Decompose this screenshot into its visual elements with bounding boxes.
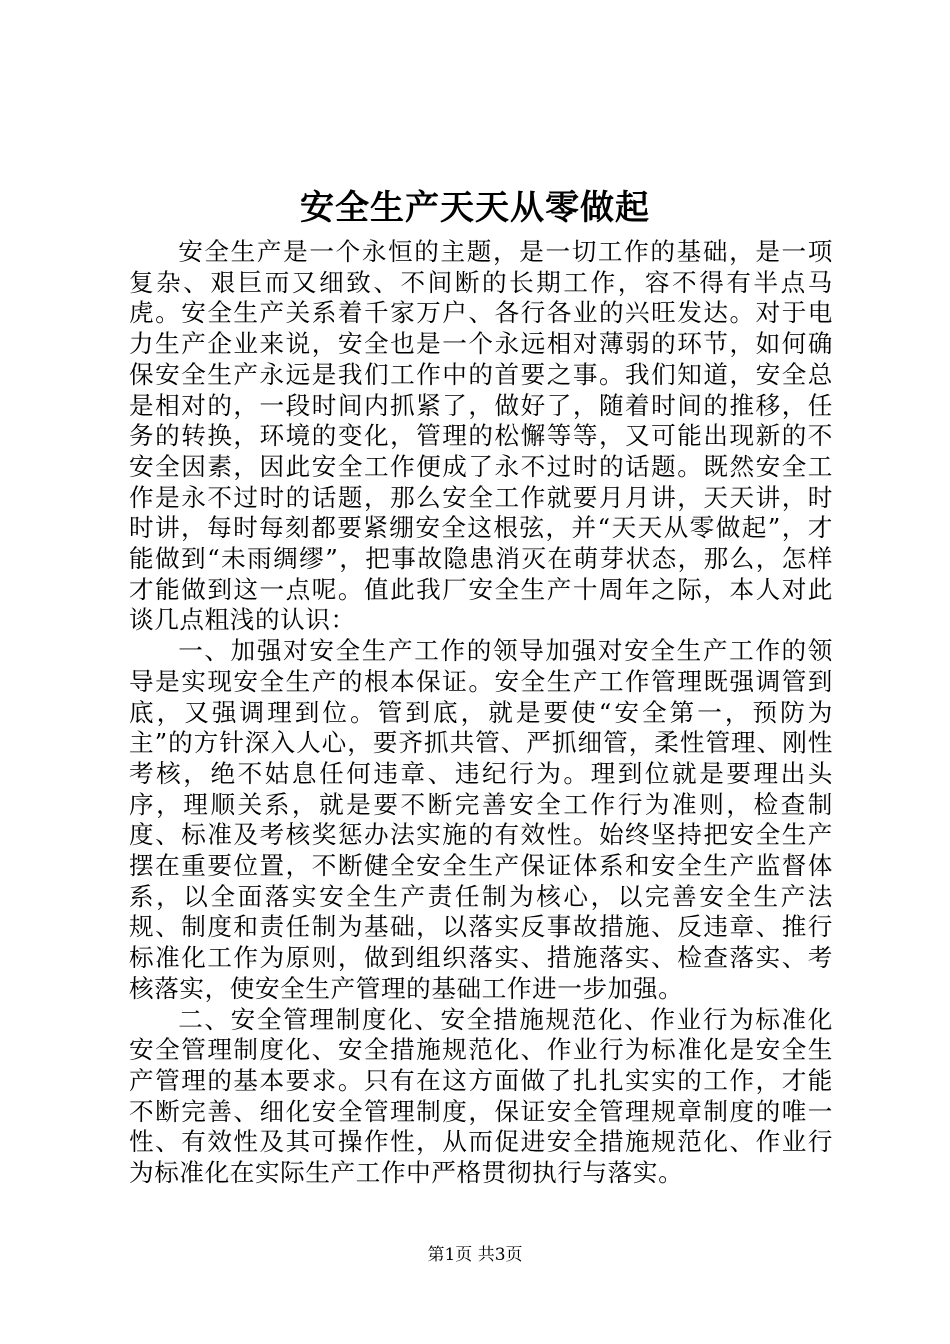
page-footer: 第1页 共3页 [427,1245,523,1265]
paragraph-section-1: 一、加强对安全生产工作的领导加强对安全生产工作的领导是实现安全生产的根本保证。安全生产工作管理既强调管到底，又强调理到位。管到底，就是要使“安全第一，预防为主”的方针深入人心，要齐抓共管、严抓细管，柔性管理、刚性考核，绝不姑息任何违章、违纪行为。理到位就是要理出头序，理顺关系，就是要不断完善安全工作行为准则，检查制度、标准及考核奖惩办法实施的有效性。始终坚持把安全生产摆在重要位置，不断健全安全生产保证体系和安全生产监督体系，以全面落实安全生产责任制为核心，以完善安全生产法规、制度和责任制为基础，以落实反事故措施、反违章、推行标准化工作为原则，做到组织落实、措施落实、检查落实、考核落实，使安全生产管理的基础工作进一步加强。 [129,636,833,1003]
paragraph-intro: 安全生产是一个永恒的主题，是一切工作的基础，是一项复杂、艰巨而又细致、不间断的长期工作，容不得有半点马虎。安全生产关系着千家万户、各行各业的兴旺发达。对于电力生产企业来说，安全也是一个永远相对薄弱的环节，如何确保安全生产永远是我们工作中的首要之事。我们知道，安全总是相对的，一段时间内抓紧了，做好了，随着时间的推移，任务的转换，环境的变化，管理的松懈等等，又可能出现新的不安全因素，因此安全工作便成了永不过时的话题。既然安全工作是永不过时的话题，那么安全工作就要月月讲，天天讲，时时讲，每时每刻都要紧绷安全这根弦，并“天天从零做起”，才能做到“未雨绸缪”，把事故隐患消灭在萌芽状态，那么，怎样才能做到这一点呢。值此我厂安全生产十周年之际，本人对此谈几点粗浅的认识： [129,237,833,635]
paragraph-section-2: 二、安全管理制度化、安全措施规范化、作业行为标准化安全管理制度化、安全措施规范化、作业行为标准化是安全生产管理的基本要求。只有在这方面做了扎扎实实的工作，才能不断完善、细化安全管理制度，保证安全管理规章制度的唯一性、有效性及其可操作性，从而促进安全措施规范化、作业行为标准化在实际生产工作中严格贯彻执行与落实。 [129,1004,833,1188]
document-title: 安全生产天天从零做起 [300,188,650,228]
document-body [129,237,833,1189]
